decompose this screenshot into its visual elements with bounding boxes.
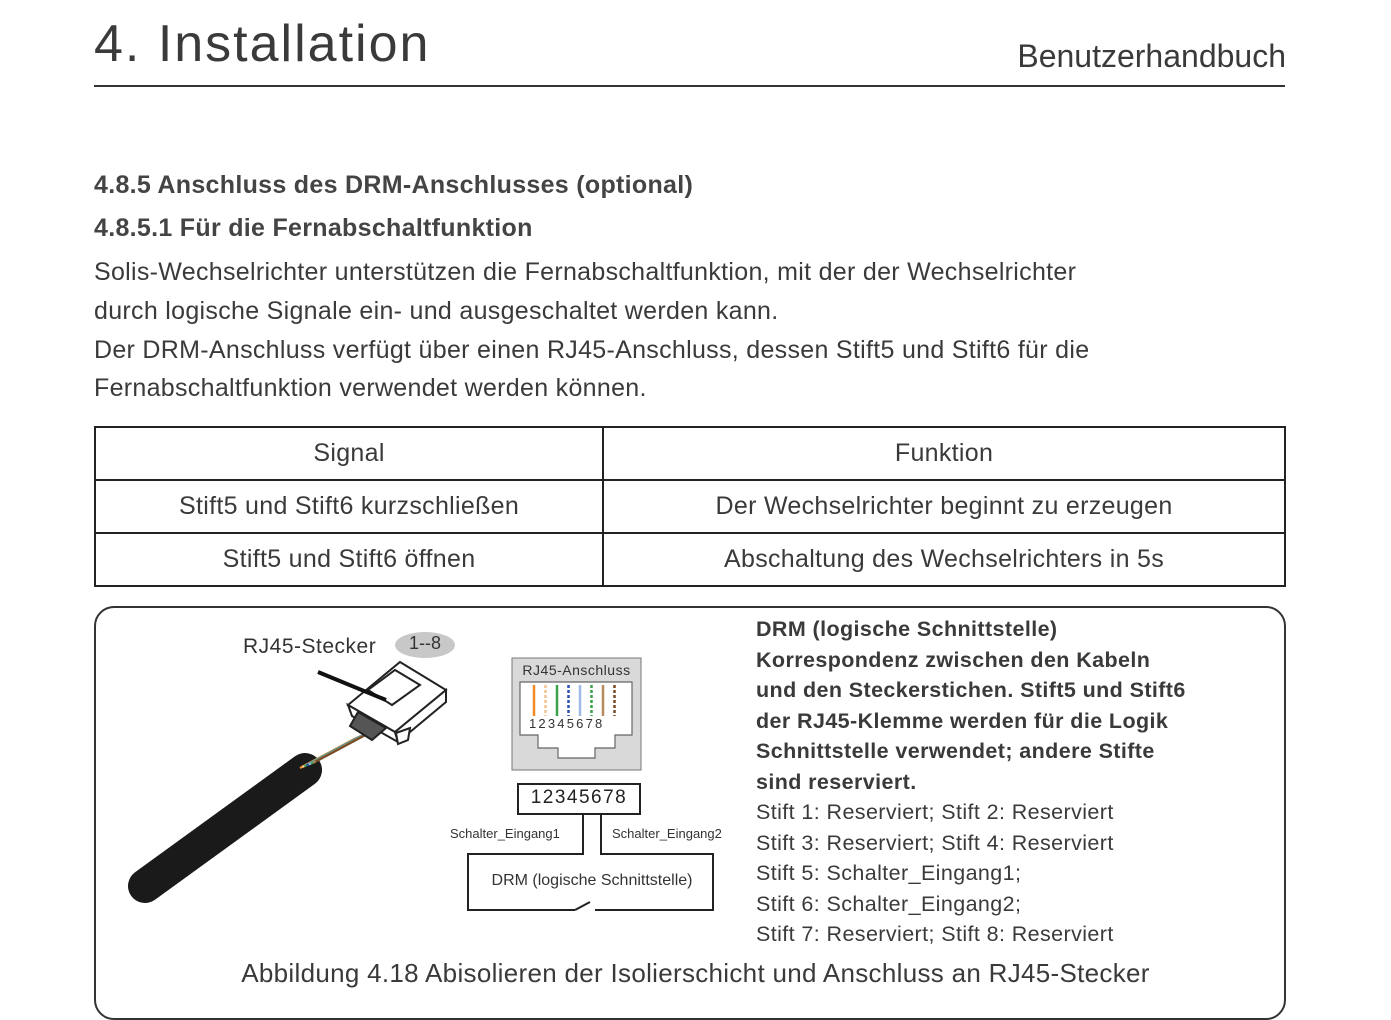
description-line: der RJ45-Klemme werden für die Logik: [756, 708, 1169, 733]
table-cell: Stift5 und Stift6 öffnen: [95, 533, 603, 586]
description-line: sind reserviert.: [756, 769, 917, 794]
pin-assignment-line: Stift 5: Schalter_Eingang1;: [756, 861, 1022, 885]
table-header-signal: Signal: [95, 427, 603, 480]
pin-badge: 1--8: [408, 633, 441, 653]
paragraph-line: Solis-Wechselrichter unterstützen die Fernabschaltfunktion, mit der der Wechselrichter: [94, 258, 1077, 286]
socket-label: RJ45-Anschluss: [522, 662, 631, 678]
description-line: und den Steckerstichen. Stift5 und Stift6: [756, 678, 1186, 702]
pin-assignment-line: Stift 6: Schalter_Eingang2;: [756, 891, 1022, 916]
figure-description: [756, 614, 1186, 950]
table-cell: Der Wechselrichter beginnt zu erzeugen: [603, 480, 1285, 533]
pin-assignment-line: Stift 7: Reserviert; Stift 8: Reserviert: [756, 922, 1114, 946]
table-header-function: Funktion: [603, 427, 1285, 480]
table-cell: Stift5 und Stift6 kurzschließen: [95, 480, 603, 533]
paragraph-line: Fernabschaltfunktion verwendet werden können.: [94, 374, 647, 402]
figure-caption: Abbildung 4.18 Abisolieren der Isolierschicht und Anschluss an RJ45-Stecker: [241, 958, 1150, 988]
switch-input2-label: Schalter_Eingang2: [612, 826, 722, 841]
wire-strand: [315, 732, 371, 762]
paragraph-line: Der DRM-Anschluss verfügt über einen RJ45-Anschluss, dessen Stift5 und Stift6 für die: [94, 336, 1090, 364]
socket-pin-numbers: 12345678: [529, 716, 605, 731]
switch-contact: [575, 902, 590, 910]
pin-assignment-line: Stift 1: Reserviert; Stift 2: Reserviert: [756, 800, 1114, 824]
description-line: DRM (logische Schnittstelle): [756, 617, 1058, 641]
table-cell: Abschaltung des Wechselrichters in 5s: [603, 533, 1285, 586]
manual-title: Benutzerhandbuch: [1017, 38, 1286, 74]
switch-input1-label: Schalter_Eingang1: [450, 826, 560, 841]
plug-label: RJ45-Stecker: [243, 635, 377, 658]
description-line: Schnittstelle verwendet; andere Stifte: [756, 739, 1155, 763]
drm-interface-box: DRM (logische Schnittstelle): [491, 872, 693, 889]
pin-assignment-line: Stift 3: Reserviert; Stift 4: Reserviert: [756, 830, 1114, 855]
subsection-heading: 4.8.5.1 Für die Fernabschaltfunktion: [94, 214, 533, 242]
description-line: Korrespondenz zwischen den Kabeln: [756, 647, 1151, 672]
pin-numbers: 12345678: [530, 787, 628, 808]
section-heading: 4.8.5 Anschluss des DRM-Anschlusses (optional): [94, 171, 694, 199]
paragraph-line: durch logische Signale ein- und ausgeschaltet werden kann.: [94, 297, 779, 325]
rj45-plug-icon: [348, 662, 446, 744]
cable-illustration: [145, 732, 371, 886]
chapter-title: 4. Installation: [94, 15, 431, 73]
